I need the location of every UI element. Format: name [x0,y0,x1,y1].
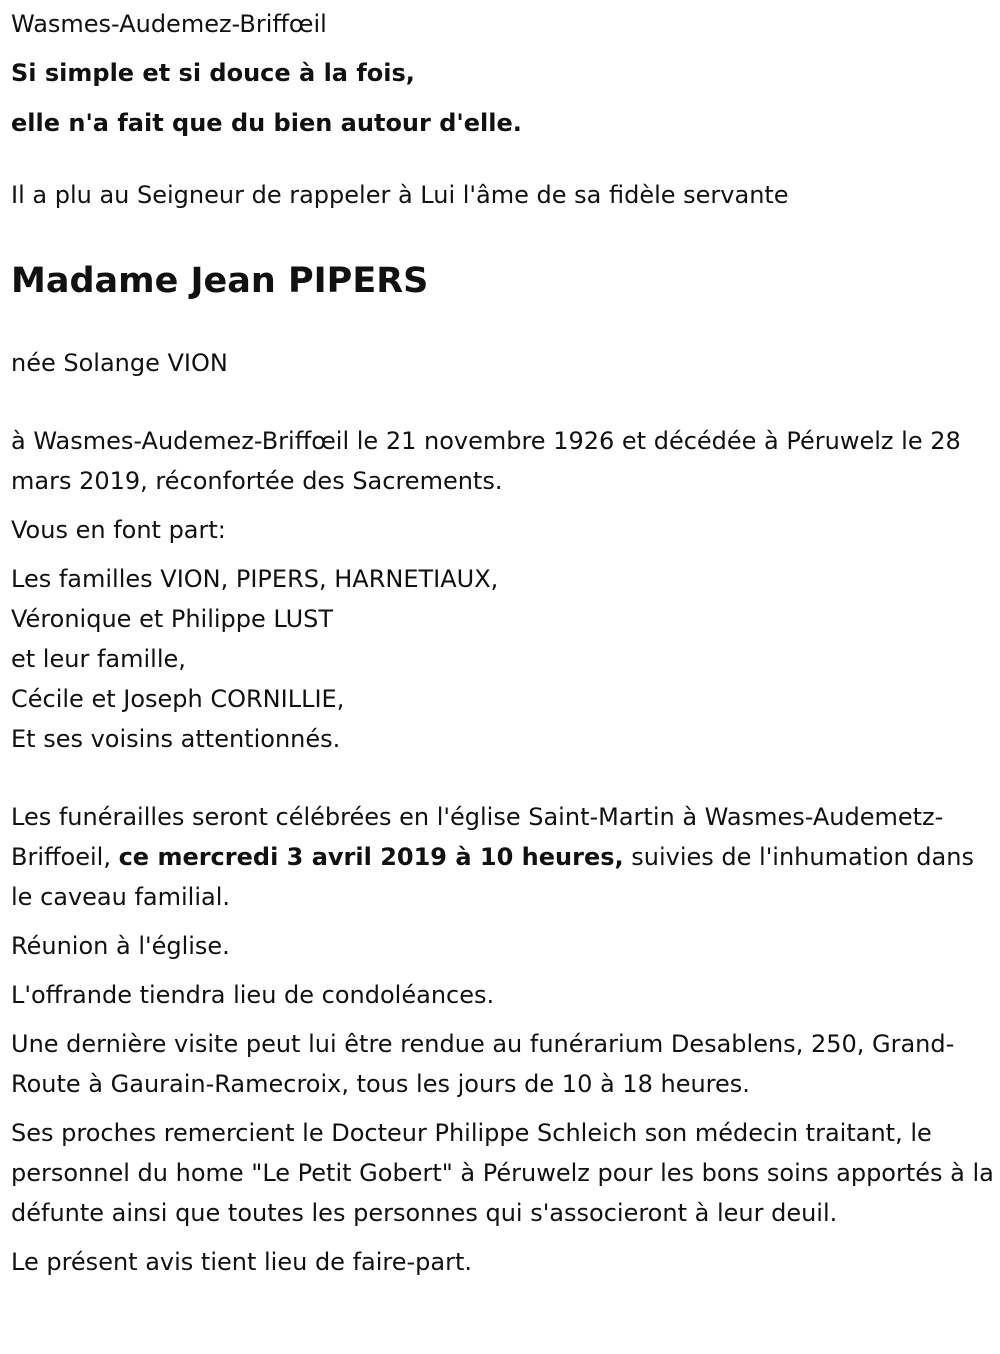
verse-line-1: Si simple et si douce à la fois, [11,59,415,87]
faire-part-note: Le présent avis tient lieu de faire-part. [11,1248,473,1276]
reunion-note: Réunion à l'église. [11,932,230,960]
funeral-details-before: Les funérailles seront célébrées en l'église Saint-Martin à Wasmes-Audemetz-Briffoeil, [11,803,944,871]
family-line: Cécile et Joseph CORNILLIE, [11,685,345,713]
offrande-note: L'offrande tiendra lieu de condoléances. [11,981,495,1009]
family-line: Et ses voisins attentionnés. [11,725,341,753]
family-line: et leur famille, [11,645,186,673]
funeral-date: ce mercredi 3 avril 2019 à 10 heures, [118,843,624,871]
verse-line-2: elle n'a fait que du bien autour d'elle. [11,109,522,137]
notice-place: Wasmes-Audemez-Briffœil [11,10,327,38]
announcement: Il a plu au Seigneur de rappeler à Lui l'âme de sa fidèle servante [11,181,789,209]
birth-death-details: à Wasmes-Audemez-Briffœil le 21 novembre 1926 et décédée à Péruwelz le 28 mars 2019, réconfortée des Sacrements. [11,427,961,495]
funeral-details-after: suivies de l'inhumation dans le caveau familial. [11,843,974,911]
family-list [11,559,996,759]
visit-note: Une dernière visite peut lui être rendue au funérarium Desablens, 250, Grand-Route à Gaurain-Ramecroix, tous les jours de 10 à 18 heures. [11,1030,955,1098]
family-line: Les familles VION, PIPERS, HARNETIAUX, [11,565,499,593]
maiden-name: née Solange VION [11,349,228,377]
family-line: Véronique et Philippe LUST [11,605,334,633]
vous-en-font-part: Vous en font part: [11,516,226,544]
funeral-details [11,797,996,917]
thanks-note: Ses proches remercient le Docteur Philippe Schleich son médecin traitant, le personnel du home "Le Petit Gobert" à Péruwelz pour les bons soins apportés à la défunte ainsi que toutes les personnes qui s'associeront à leur deuil. [11,1119,994,1227]
death-notice [11,0,996,1282]
deceased-name: Madame Jean PIPERS [11,261,429,301]
